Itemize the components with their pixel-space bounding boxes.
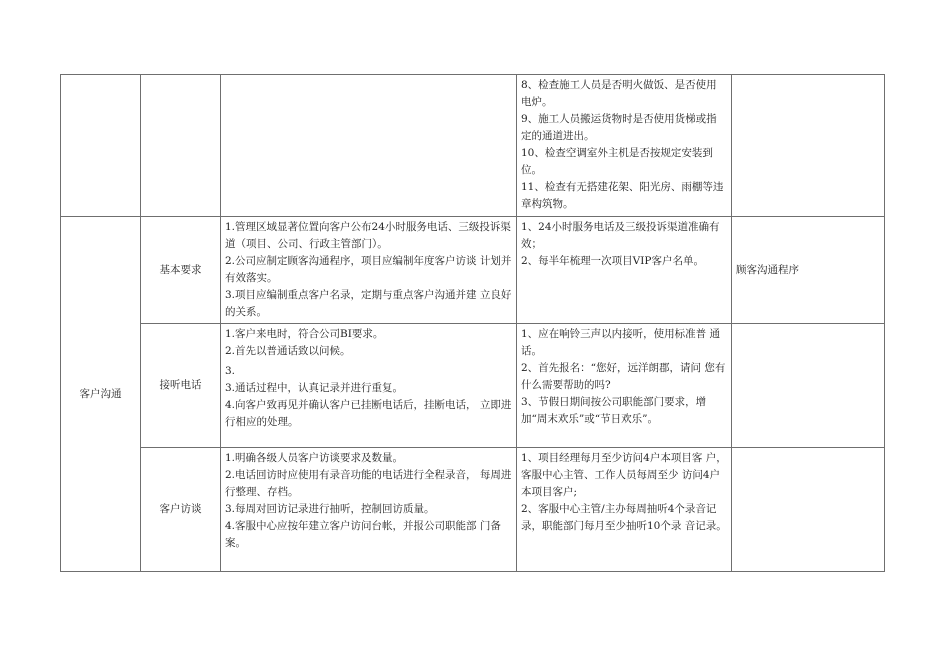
requirements-cell-empty <box>221 75 517 217</box>
standard-text: 2、客服中心主管/主办每周抽听4个录音记录，职能部门每月至少抽听10个录 音记录。 <box>521 503 727 532</box>
requirement-text: 2.首先以普通话致以问候。 <box>225 345 351 357</box>
requirement-text: 1.管理区域显著位置向客户公布24小时服务电话、三级投诉渠道（项目、公司、行政主管部门）。 <box>225 221 511 250</box>
requirements-cell <box>221 324 517 448</box>
table-row <box>61 448 885 572</box>
requirement-text: 1.客户来电时，符合公司BI要求。 <box>225 328 384 340</box>
reference-cell-empty <box>732 75 885 217</box>
table-row <box>61 324 885 448</box>
standard-text: 9、施工人员搬运货物时是否使用货梯或指定的通道进出。 <box>521 113 717 142</box>
reference-cell-empty <box>732 324 885 448</box>
item-name-cell: 基本要求 <box>141 217 221 324</box>
requirement-text: 2.电话回访时应使用有录音功能的电话进行全程录音， 每周进行整理、存档。 <box>225 469 512 498</box>
requirement-text: 1.明确各级人员客户访谈要求及数量。 <box>225 452 404 464</box>
requirement-text: 3.通话过程中，认真记录并进行重复。 <box>225 382 404 394</box>
standard-text: 11、检查有无搭建花架、阳光房、雨棚等违章构筑物。 <box>521 181 724 210</box>
reference-cell-empty <box>732 448 885 572</box>
item-name-cell: 客户访谈 <box>141 448 221 572</box>
requirement-text: 3.每周对回访记录进行抽听，控制回访质量。 <box>225 503 435 515</box>
item-cell-empty <box>141 75 221 217</box>
requirement-text: 2.公司应制定顾客沟通程序，项目应编制年度客户访谈 计划并有效落实。 <box>225 255 512 284</box>
reference-cell: 顾客沟通程序 <box>732 217 885 324</box>
section-cell-empty <box>61 75 141 217</box>
requirement-text: 4.向客户致再见并确认客户已挂断电话后，挂断电话， 立即进行相应的处理。 <box>225 399 512 428</box>
standards-cell <box>517 217 732 324</box>
requirement-text: 4.客服中心应按年建立客户访问台帐，并报公司职能部 门备案。 <box>225 520 501 549</box>
item-name-cell: 接听电话 <box>141 324 221 448</box>
standard-text: 1、24小时服务电话及三级投诉渠道准确有效； <box>521 221 720 250</box>
standard-text: 10、检查空调室外主机是否按规定安装到位。 <box>521 147 713 176</box>
requirements-cell <box>221 217 517 324</box>
standard-text: 3、节假日期间按公司职能部门要求，增 加“周末欢乐”或“节日欢乐”。 <box>521 396 707 425</box>
standards-table <box>60 74 885 572</box>
table-row-continued <box>61 75 885 217</box>
requirement-text: 3.项目应编制重点客户名录，定期与重点客户沟通并建 立良好的关系。 <box>225 289 512 318</box>
standard-text: 8、检查施工人员是否明火做饭、是否使用电炉。 <box>521 79 717 108</box>
standards-cell <box>517 324 732 448</box>
standards-cell <box>517 448 732 572</box>
table-row <box>61 217 885 324</box>
requirement-text: 3. <box>225 365 236 377</box>
standard-text: 1、项目经理每月至少访问4户本项目客 户，客服中心主管、工作人员每周至少 访问4户本项目客户; <box>521 452 727 498</box>
standard-text: 1、应在响铃三声以内接听，使用标准普 通话。 <box>521 328 721 357</box>
standards-cell <box>517 75 732 217</box>
standard-text: 2、首先报名：“您好，远洋朗郡，请问 您有什么需要帮助的吗? <box>521 362 726 391</box>
requirements-cell <box>221 448 517 572</box>
standard-text: 2、每半年梳理一次项目VIP客户名单。 <box>521 255 704 267</box>
section-cell: 客户沟通 <box>61 217 141 572</box>
